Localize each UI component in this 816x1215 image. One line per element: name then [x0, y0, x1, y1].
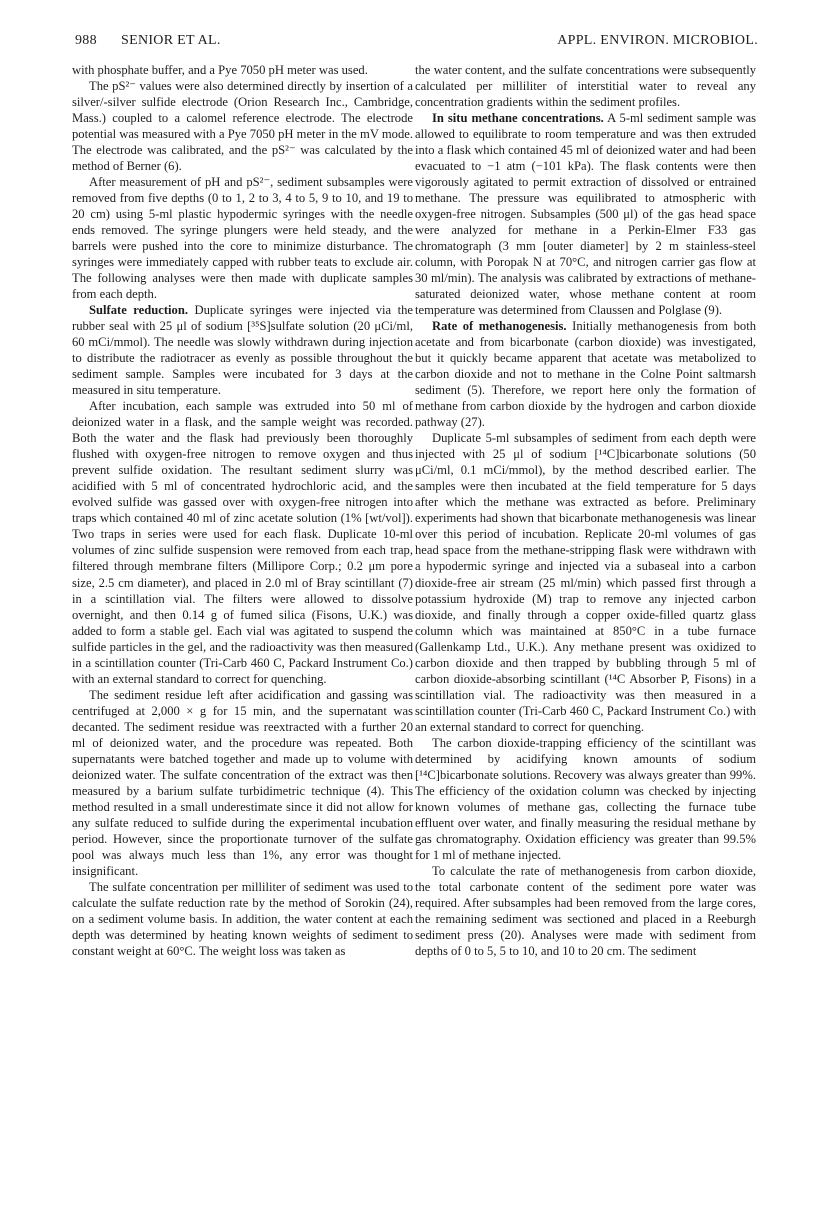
paragraph — [72, 302, 413, 398]
left-column — [72, 62, 413, 959]
section-heading: Rate of methanogenesis. — [432, 319, 567, 334]
section-heading: In situ methane concentrations. — [432, 111, 604, 126]
right-column — [415, 62, 756, 959]
paragraph-body: Initially methanogenesis from both acetate and from bicarbonate (carbon dioxide) was investigated, but it quickly became apparent that acetate was metabolized to carbon dioxide and not to methane in the Colne Point saltmarsh sediment (5). Therefore, we report here only the formation of methane from carbon dioxide by the hydrogen and carbon dioxide pathway (27). — [415, 319, 756, 430]
section-heading: Sulfate reduction. — [89, 303, 188, 318]
paragraph — [415, 318, 756, 430]
paragraph: The sediment residue left after acidification and gassing was centrifuged at 2,000 × g for 15 min, and the supernatant was decanted. The sediment residue was reextracted with a further 20 ml of deionized water, and the procedure was repeated. Both supernatants were batched together and made up to volume with deionized water. The sulfate concentration of the extract was then measured by a barium sulfate turbidimetric technique (4). This method resulted in a small underestimate since it did not allow for any sulfate reduced to sulfide during the experimental incubation period. However, since the proportionate turnover of the sulfate pool was always much less than 1%, any error was thought insignificant. — [72, 687, 413, 878]
paragraph: The sulfate concentration per milliliter of sediment was used to calculate the sulfate reduction rate by the method of Sorokin (24), on a sediment volume basis. In addition, the water content at each depth was determined by heating known weights of sediment to constant weight at 60°C. The weight loss was taken as — [72, 879, 413, 958]
paragraph: with phosphate buffer, and a Pye 7050 pH meter was used. — [72, 63, 368, 77]
paragraph: Duplicate 5-ml subsamples of sediment from each depth were injected with 25 μl of sodium [¹⁴C]bicarbonate solutions (50 μCi/ml, 0.1 mCi/mmol), by the method described earlier. The samples were then incubated at the field temperature for 5 days after which the methane was extracted as before. Preliminary experiments had shown that bicarbonate methanogenesis was linear over this period of incubation. Replicate 20-ml volumes of gas head space from the methane-stripping flask were withdrawn with a hypodermic syringe and injected via a subaseal into a carbon dioxide-free air stream (25 ml/min) which passed first through a potassium hydroxide (M) trap to remove any injected carbon dioxide, and finally through a copper oxide-filled quartz glass column which was maintained at 850°C in a tube furnace (Gallenkamp Ltd., U.K.). Any methane present was oxidized to carbon dioxide and then trapped by bubbling through 5 ml of carbon dioxide-absorbing scintillant (¹⁴C Absorber P, Fisons) in a scintillation vial. The radioactivity was then measured in a scintillation counter (Tri-Carb 460 C, Packard Instrument Co.) with an external standard to correct for quenching. — [415, 431, 756, 734]
paragraph — [415, 110, 756, 318]
paragraph: After incubation, each sample was extruded into 50 ml of deionized water in a flask, and the sample weight was recorded. Both the water and the flask had previously been thoroughly flushed with oxygen-free nitrogen to remove oxygen and thus prevent sulfide oxidation. The resultant sediment slurry was acidified with 5 ml of concentrated hydrochloric acid, and the evolved sulfide was gassed over with oxygen-free nitrogen into traps which contained 40 ml of zinc acetate solution (1% [wt/vol]). Two traps in series were used for each flask. Duplicate 10-ml volumes of zinc sulfide suspension were removed from each trap, filtered through membrane filters (Millipore Corp.; 0.2 μm pore size, 2.5 cm diameter), and placed in 2.0 ml of Bray scintillant (7) in a scintillation vial. The filters were allowed to dissolve overnight, and then 0.14 g of fumed silica (Fisons, U.K.) was added to form a stable gel. Each vial was agitated to suspend the sulfide particles in the gel, and the radioactivity was then measured in a scintillation counter (Tri-Carb 460 C, Packard Instrument Co.) with an external standard to correct for quenching. — [72, 399, 413, 686]
paragraph-body: A 5-ml sediment sample was allowed to equilibrate to room temperature and was then extruded into a flask which contained 45 ml of deionized water and had been evacuated to −1 atm (−101 kPa). The flask contents were then vigorously agitated to permit extraction of dissolved or entrained methane. The pressure was equilibrated to atmospheric with oxygen-free nitrogen. Subsamples (500 μl) of the gas head space were analyzed for methane in a Perkin-Elmer F33 gas chromatograph (3 mm [outer diameter] by 2 m stainless-steel column, with Poropak N at 70°C, and nitrogen carrier gas flow at 30 ml/min). The analysis was calibrated by extractions of methane-saturated deionized water, whose methane content at room temperature was determined from Claussen and Polglase (9). — [415, 111, 756, 318]
page-number: 988 — [75, 33, 97, 48]
paragraph: the water content, and the sulfate concentrations were subsequently calculated per milliliter of interstitial water to reveal any concentration gradients within the sediment profiles. — [415, 63, 756, 110]
paragraph: The pS²⁻ values were also determined directly by insertion of a silver/-silver sulfide electrode (Orion Research Inc., Cambridge, Mass.) coupled to a calomel reference electrode. The electrode potential was measured with a Pye 7050 pH meter in the mV mode. The electrode was calibrated, and the pS²⁻ was calculated by the method of Berner (6). — [72, 79, 413, 174]
journal-name: APPL. ENVIRON. MICROBIOL. — [557, 33, 758, 48]
paragraph-body: Duplicate syringes were injected via the rubber seal with 25 μl of sodium [³⁵S]sulfate solution (20 μCi/ml, 60 mCi/mmol). The needle was slowly withdrawn during injection to distribute the radiotracer as evenly as possible throughout the sediment sample. Samples were incubated for 3 days at the measured in situ temperature. — [72, 303, 414, 398]
running-authors: SENIOR ET AL. — [121, 33, 221, 48]
paragraph: The carbon dioxide-trapping efficiency of the scintillant was determined by acidifying known amounts of sodium [¹⁴C]bicarbonate solutions. Recovery was always greater than 99%. The efficiency of the oxidation column was checked by injecting known volumes of methane gas, collecting the furnace tube effluent over water, and finally measuring the residual methane by gas chromatography. Oxidation efficiency was greater than 99.5% for 1 ml of methane injected. — [415, 735, 756, 862]
paragraph: After measurement of pH and pS²⁻, sediment subsamples were removed from five depths (0 to 1, 2 to 3, 4 to 5, 9 to 10, and 19 to 20 cm) using 5-ml plastic hypodermic syringes with the needle ends removed. The syringe plungers were held steady, and the barrels were pushed into the core to minimize disturbance. The syringes were immediately capped with rubber teats to exclude air. The following analyses were then made with duplicate samples from each depth. — [72, 175, 413, 302]
paragraph: To calculate the rate of methanogenesis from carbon dioxide, the total carbonate content of the sediment pore water was required. After subsamples had been removed from the large cores, the remaining sediment was sectioned and placed in a Reeburgh sediment press (20). Analyses were made with sediment from depths of 0 to 5, 5 to 10, and 10 to 20 cm. The sediment — [415, 863, 756, 958]
running-header — [75, 33, 758, 55]
